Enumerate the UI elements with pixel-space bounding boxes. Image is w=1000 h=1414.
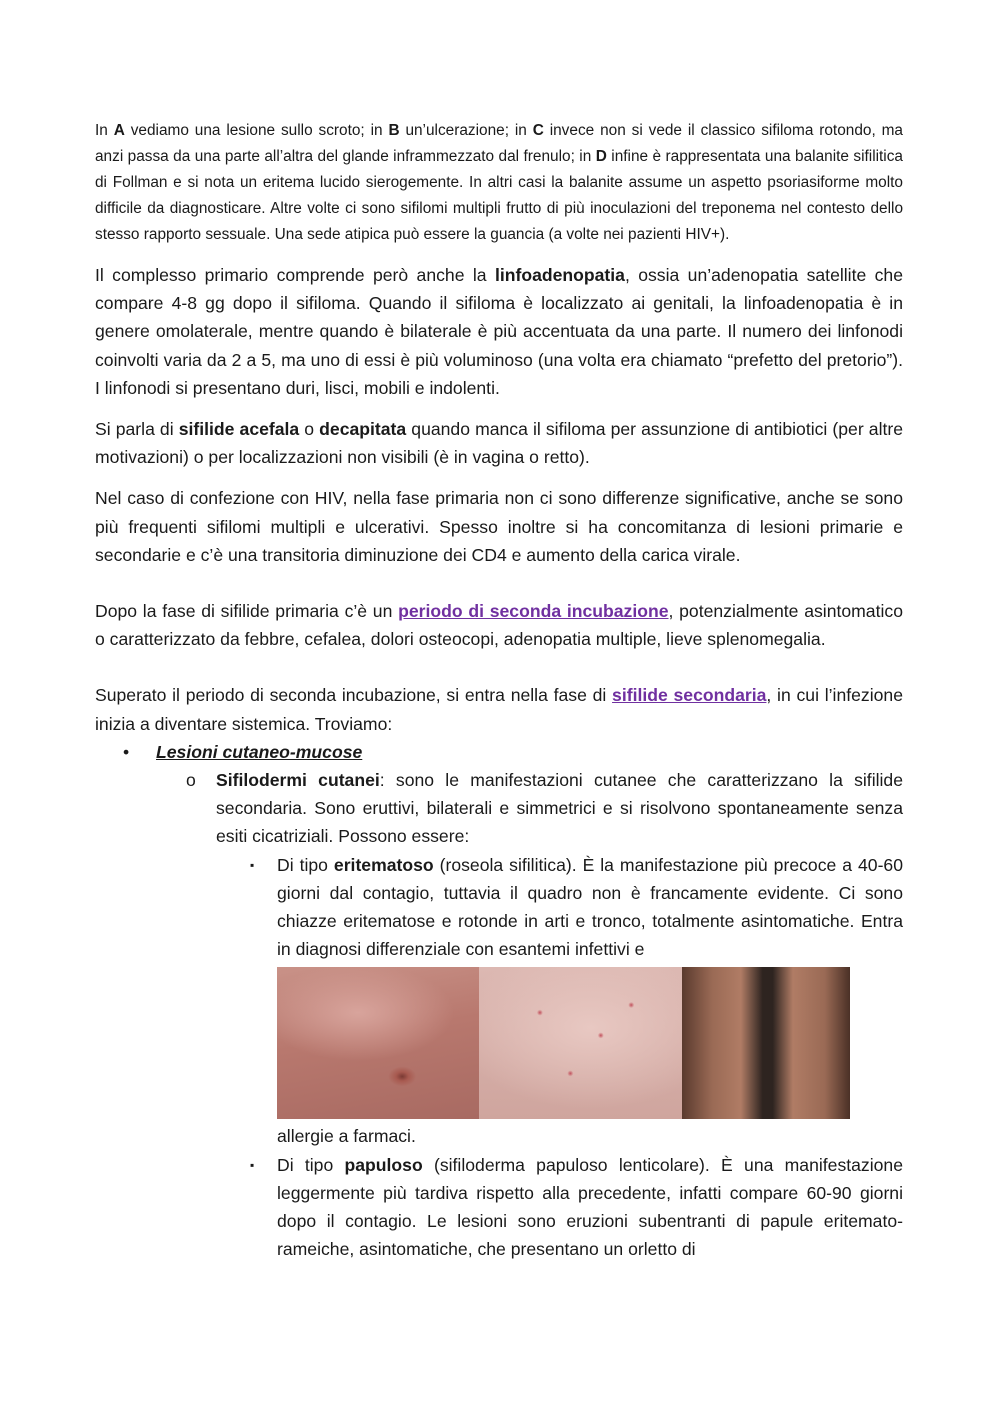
text-run: , in cui l’infezione inizia a diventare sistemica. Troviamo:: [95, 685, 903, 734]
section-link[interactable]: sifilide secondaria: [612, 685, 767, 706]
bold-term: C: [532, 122, 544, 139]
document-body: [95, 118, 903, 1263]
section-link[interactable]: periodo di seconda incubazione: [398, 601, 669, 622]
text-run: , potenzialmente asintomatico o caratterizzato da febbre, cefalea, dolori osteocopi, adenopatia multiple, lieve splenomegalia.: [95, 601, 903, 650]
paragraph-seconda-incubazione: [95, 597, 903, 653]
text-run: : sono le manifestazioni cutanee che caratterizzano la sifilide secondaria. Sono eruttivi, bilaterali e simmetrici e si risolvono spontaneamente senza esiti cicatriziali. Possono essere:: [216, 770, 903, 847]
square-bullet-icon: ▪: [250, 1157, 255, 1172]
text-run: , ossia un’adenopatia satellite che compare 4-8 gg dopo il sifiloma. Quando il sifiloma è localizzato ai genitali, la linfoadenopatia è in genere omolaterale, mentre quando è bilaterale è più accentuata da una parte. Il numero dei linfonodi coinvolti varia da 2 a 5, ma uno di essi è più voluminoso (una volta era chiamato “prefetto del pretorio”). I linfonodi si presentano duri, lisci, mobili e indolenti.: [95, 265, 903, 398]
bold-term: sifilide acefala: [178, 419, 300, 440]
list-item-text: [277, 851, 903, 964]
text-run: Nel caso di confezione con HIV, nella fase primaria non ci sono differenze significative, anche se sono più frequenti sifilomi multipli e ulcerativi. Spesso inoltre si ha concomitanza di lesioni primarie e secondarie e c’è una transitoria diminuzione dei CD4 e aumento della carica virale.: [95, 488, 903, 565]
text-run: (sifiloderma papuloso lenticolare). È una manifestazione leggermente più tardiva rispetto alla precedente, infatti compare 60-90 giorni dopo il contagio. Le lesioni sono eruzioni subentranti di papule eritemato-rameiche, asintomatiche, che presentano un orletto di: [277, 1154, 903, 1260]
paragraph-sifilide-secondaria: [95, 681, 903, 737]
list-item-papuloso: [95, 1151, 903, 1264]
photo-roseola-abdomen: [277, 967, 479, 1119]
roseola-photo-strip: [277, 967, 850, 1119]
bold-term: Sifilodermi cutanei: [216, 770, 380, 791]
text-run: Superato il periodo di seconda incubazione, si entra nella fase di: [95, 685, 613, 706]
paragraph-hiv: [95, 484, 903, 569]
list-item-text: [216, 770, 903, 846]
bold-term: papuloso: [344, 1154, 423, 1175]
text-run: infine è rappresentata una balanite sifilitica di Follman e si nota un eritema lucido sierogemente. In altri casi la balanite assume un aspetto psoriasiforme molto difficile da diagnosticare. Altre volte ci sono sifilomi multipli frutto di più inoculazioni del treponema nel contesto dello stesso rapporto sessuale. Una sede atipica può essere la guancia (a volte nei pazienti HIV+).: [95, 148, 903, 243]
text-run: un’ulcerazione; in: [399, 122, 533, 139]
bold-term: linfoadenopatia: [494, 265, 625, 285]
circle-bullet-icon: o: [186, 770, 196, 791]
text-run: Di tipo: [277, 1154, 345, 1175]
text-run: Il complesso primario comprende però anche la: [95, 265, 495, 285]
bold-term: A: [113, 122, 125, 139]
bold-term: eritematoso: [333, 854, 434, 875]
list-item-text-continued: allergie a farmaci.: [277, 1126, 416, 1147]
text-run: invece non si vede il classico sifiloma rotondo, ma anzi passa da una parte all’altra del glande inframmezzato dal frenulo; in: [95, 122, 903, 165]
list-item-lesioni-cutaneo-mucose: [95, 738, 903, 766]
text-run: Dopo la fase di sifilide primaria c’è un: [95, 601, 399, 622]
text-run: o: [299, 419, 320, 440]
list-item-eritematoso: [95, 851, 903, 1151]
list-item-title: Lesioni cutaneo-mucose: [156, 741, 363, 762]
bold-term: decapitata: [319, 419, 407, 440]
list-item-text: [277, 1151, 903, 1264]
bold-term: B: [388, 122, 400, 139]
bold-term: D: [595, 148, 607, 165]
text-run: In: [95, 122, 114, 139]
text-run: Di tipo: [277, 854, 334, 875]
text-run: quando manca il sifiloma per assunzione di antibiotici (per altre motivazioni) o per localizzazioni non visibili (è in vagina o retto).: [95, 419, 904, 468]
text-run: Si parla di: [95, 419, 179, 440]
paragraph-sifilide-acefala: [95, 415, 903, 471]
text-run: vediamo una lesione sullo scroto; in: [124, 122, 389, 139]
paragraph-linfoadenopatia: [95, 261, 903, 402]
paragraph-lesion-types: [95, 118, 903, 248]
bullet-icon: •: [123, 741, 130, 762]
photo-roseola-skin-closeup: [479, 967, 682, 1119]
square-bullet-icon: ▪: [250, 857, 255, 872]
text-run: (roseola sifilitica). È la manifestazione più precoce a 40-60 giorni dal contagio, tuttavia il quadro non è francamente evidente. Ci sono chiazze eritematose e rotonde in arti e tronco, totalmente asintomatiche. Entra in diagnosi differenziale con esantemi infettivi e: [277, 854, 903, 960]
photo-roseola-back: [682, 967, 850, 1119]
list-item-sifilodermi-cutanei: [95, 766, 903, 851]
